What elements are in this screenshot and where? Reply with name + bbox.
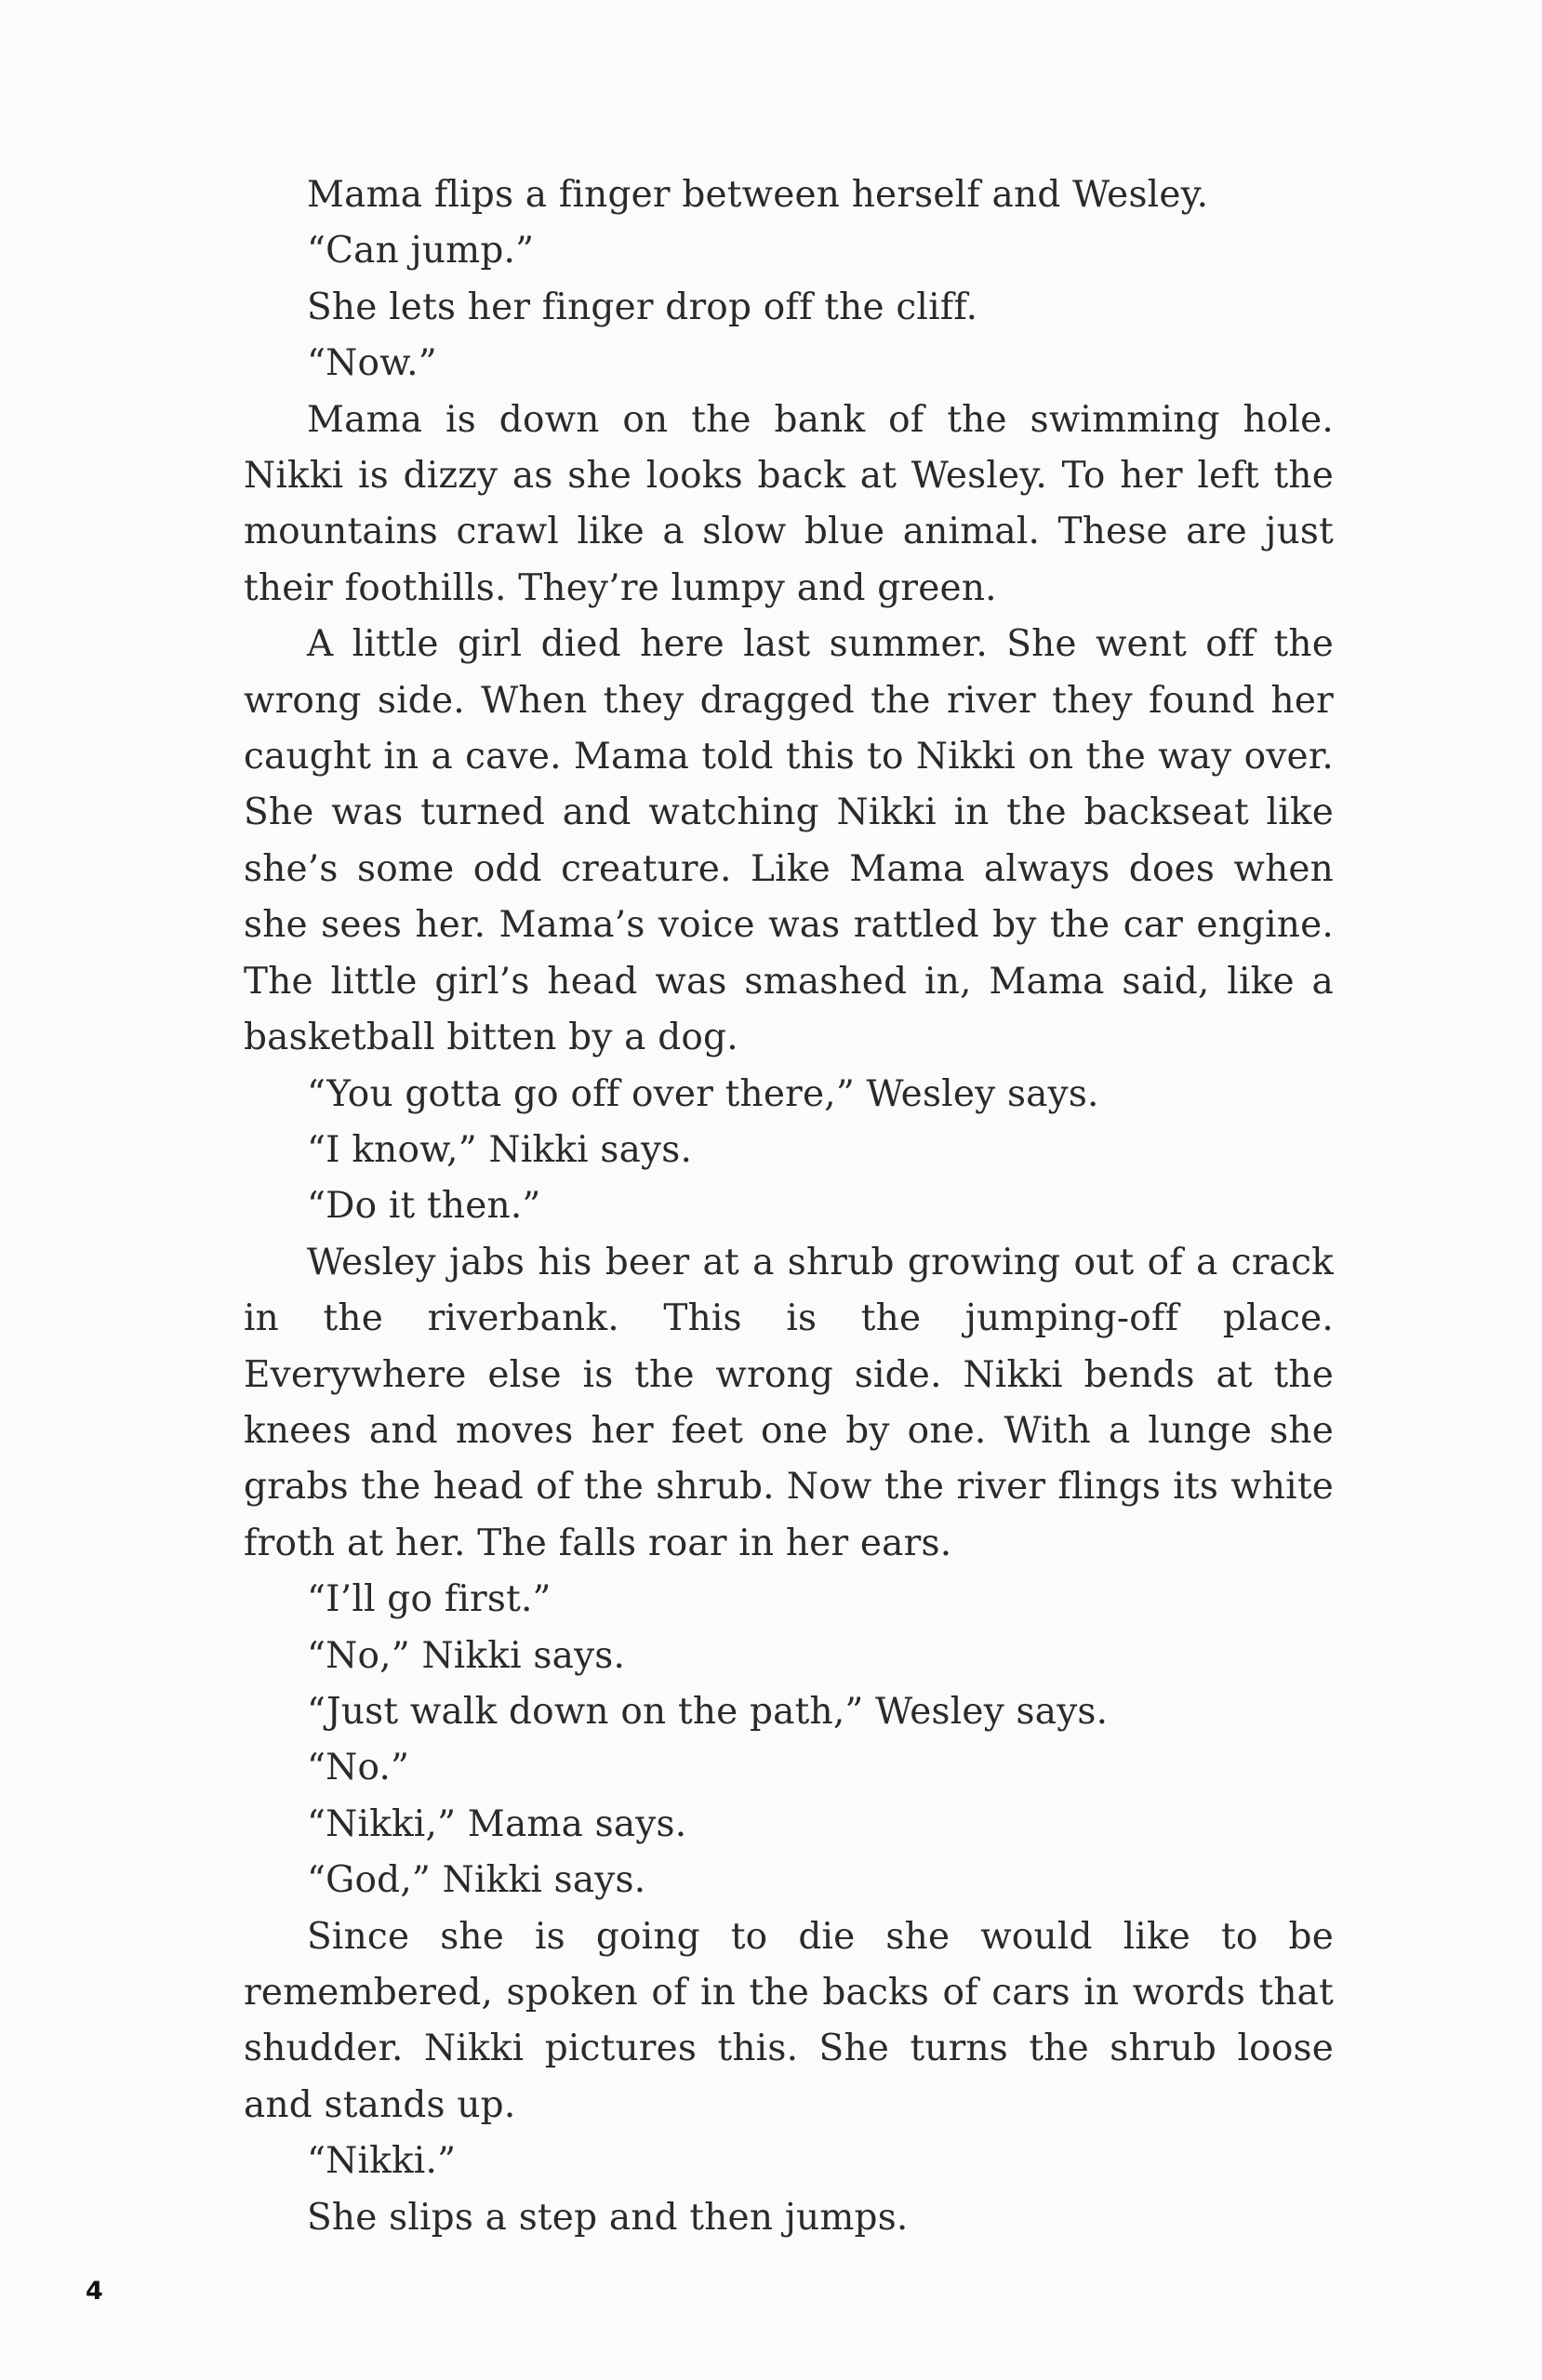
paragraph: “No.” (307, 1747, 410, 1789)
page-number: 4 (86, 2277, 103, 2306)
paragraph: She slips a step and then jumps. (307, 2196, 909, 2239)
paragraph: “Now.” (307, 342, 437, 385)
paragraph: “You gotta go off over there,” Wesley says. (307, 1072, 1099, 1115)
paragraph: “Can jump.” (307, 230, 535, 273)
paragraph: A little girl died here last summer. She went off the wrong side. When they dragged the river they found her caught in a cave. Mama told this to Nikki on the way over. She was turned and watching Nikki in the backseat like she’s some odd creature. Like Mama always does when she sees her. Mama’s voice was rattled by the car engine. The little girl’s head was smashed in, Mama said, like a basketball bitten by a dog. (244, 623, 1334, 1059)
body-text (244, 167, 1334, 2246)
paragraph: Since she is going to die she would like to be remembered, spoken of in the backs of cars in words that shudder. Nikki pictures this. She turns the shrub loose and stands up. (244, 1915, 1334, 2126)
paragraph: Wesley jabs his beer at a shrub growing out of a crack in the riverbank. This is the jumping-off place. Everywhere else is the wrong side. Nikki bends at the knees and moves her feet one by one. With a lunge she grabs the head of the shrub. Now the river flings its white froth at her. The falls roar in her ears. (244, 1241, 1334, 1564)
paragraph: “Do it then.” (307, 1185, 541, 1228)
paragraph: “Nikki,” Mama says. (307, 1802, 687, 1845)
paragraph: “I’ll go first.” (307, 1578, 552, 1621)
paragraph: “I know,” Nikki says. (307, 1128, 693, 1171)
paragraph: “God,” Nikki says. (307, 1859, 646, 1902)
paragraph: “No,” Nikki says. (307, 1634, 626, 1677)
paragraph: She lets her finger drop off the cliff. (307, 286, 978, 328)
paragraph: Mama is down on the bank of the swimming hole. Nikki is dizzy as she looks back at Wesley. To her left the mountains crawl like a slow blue animal. These are just their foothills. They’re lumpy and green. (244, 398, 1334, 609)
paragraph: “Just walk down on the path,” Wesley says. (307, 1690, 1109, 1733)
paragraph: “Nikki.” (307, 2140, 457, 2183)
paragraph: Mama flips a finger between herself and Wesley. (307, 174, 1209, 216)
